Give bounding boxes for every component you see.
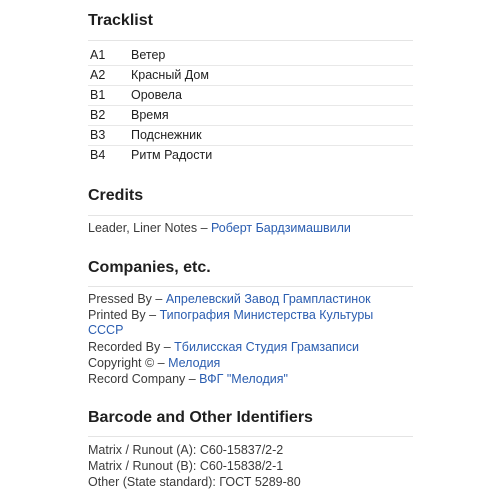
track-row[interactable] [88,85,413,106]
company-link[interactable]: Мелодия [168,356,221,370]
company-role: Printed By – [88,308,160,322]
credits-heading: Credits [88,187,144,204]
track-title: Ритм Радости [131,148,213,162]
tracklist-divider [88,40,413,41]
identifiers-heading: Barcode and Other Identifiers [88,409,313,426]
companies-divider [88,286,413,287]
track-row[interactable] [88,145,413,165]
track-position: B4 [90,148,106,162]
track-title: Ветер [131,48,166,62]
company-line [88,292,371,307]
tracklist-heading: Tracklist [88,12,153,29]
company-link[interactable]: Типография Министерства Культуры СССР [88,308,374,337]
track-row[interactable] [88,65,413,86]
track-position: B3 [90,128,106,142]
identifier-line: Other (State standard): ГОСТ 5289-80 [88,475,301,489]
credit-line [88,221,351,236]
company-line [88,356,220,371]
credit-artist-link[interactable]: Роберт Бардзимашвили [211,221,351,235]
track-title: Время [131,108,169,122]
identifiers-divider [88,436,413,437]
track-title: Красный Дом [131,68,209,82]
company-line [88,372,288,387]
track-position: B2 [90,108,106,122]
companies-heading: Companies, etc. [88,259,211,276]
track-row[interactable] [88,45,413,66]
company-role: Pressed By – [88,292,166,306]
track-row[interactable] [88,105,413,126]
company-link[interactable]: ВФГ "Мелодия" [199,372,288,386]
credits-divider [88,215,413,216]
company-line [88,340,359,355]
identifier-line: Matrix / Runout (A): C60-15837/2-2 [88,443,284,457]
track-position: A2 [90,68,106,82]
company-role: Copyright © – [88,356,169,370]
company-role: Recorded By – [88,340,175,354]
company-link[interactable]: Тбилисская Студия Грамзаписи [174,340,359,354]
credit-role: Leader, Liner Notes – [88,221,211,235]
track-position: A1 [90,48,106,62]
track-position: B1 [90,88,106,102]
track-title: Подснежник [131,128,202,142]
company-role: Record Company – [88,372,200,386]
company-link[interactable]: Апрелевский Завод Грампластинок [165,292,371,306]
track-title: Оровела [131,88,182,102]
company-line [88,308,388,338]
track-row[interactable] [88,125,413,146]
identifier-line: Matrix / Runout (B): C60-15838/2-1 [88,459,284,473]
